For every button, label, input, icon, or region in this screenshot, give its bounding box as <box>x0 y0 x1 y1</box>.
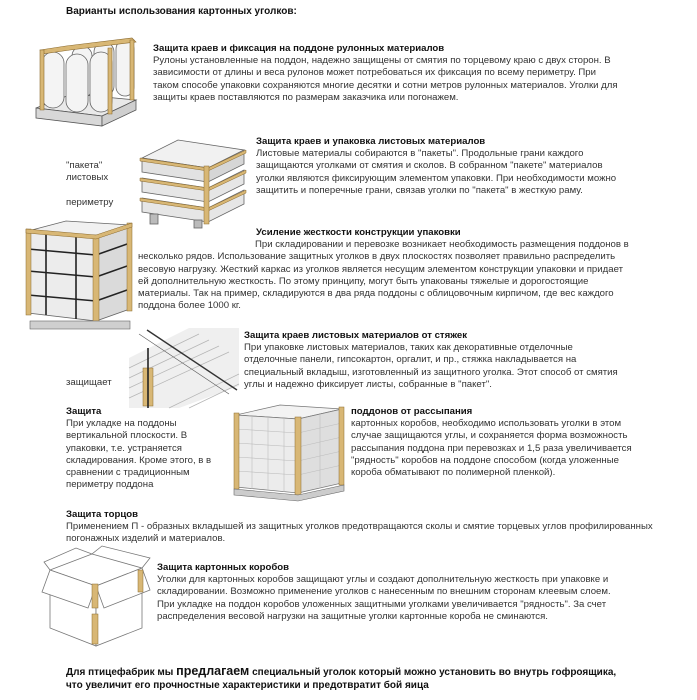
side-word-perimeter: периметру <box>66 197 114 208</box>
footer-emphasis: предлагаем <box>176 664 250 678</box>
section-7-heading: Защита картонных коробов <box>157 562 290 573</box>
section-1-heading: Защита краев и фиксация на поддоне рулонных материалов <box>153 43 445 54</box>
sheet-packs-illustration <box>138 136 250 230</box>
footer-line-1 <box>66 665 616 679</box>
section-3-heading: Усиление жесткости конструкции упаковки <box>256 227 461 238</box>
side-word-sheet: листовых <box>66 172 109 183</box>
page-title: Варианты использования картонных уголков: <box>66 6 297 17</box>
strap-insert-illustration <box>129 328 239 408</box>
boxes-on-pallet-illustration <box>232 405 346 507</box>
section-4-body: При упаковке листовых материалов, таких как декоративные отделочные отделочные панели, гипсокартон, оргалит, и пр., стяжка накладывается на специальный вкладыш, изготовленный из защитного уголка. Этот способ от смятия углы и надежно фиксирует листы, собранные в "пакет". <box>244 342 618 390</box>
section-5-heading-left: Защита <box>66 406 102 417</box>
side-word-pack: "пакета" <box>66 160 103 171</box>
section-6-body: Применением П - образных вкладышей из защитных уголков предотвращаются сколы и смятие торцевых углов профилированных погонажных изделий и материалов. <box>66 521 653 545</box>
pallet-frame-illustration <box>26 221 136 333</box>
section-2-body: Листовые материалы собираются в "пакеты". Продольные грани каждого защищаются уголками от смятия и сколов. В собранном "пакете" материалов уголки являются фиксирующим элементом упаковки. При необходимости можно защитить и поперечные грани, связав уголки по "пакета" в жесткую раму. <box>256 148 617 196</box>
footer-line-2: что увеличит его прочностные характеристики и предотвратит бой яица <box>66 680 429 691</box>
side-word-protects: защищает <box>66 377 112 388</box>
section-3-body: При складировании и перевозке возникает необходимость размещения поддонов в несколько рядов. Использование защитных уголков в двух плоскостях позволяет правильно распределить весовую нагрузку. Жесткий каркас из уголков является несущим элементом конструкции упаковки и придает ей дополнительную жесткость. По этому принципу, могут быть упакованы тяжелые и дорогостоящие материалы. Так на пример, складируются в два ряда поддоны с облицовочным кирпичом, где вес каждого поддона более 1000 кг. <box>138 239 629 312</box>
section-4-heading: Защита краев листовых материалов от стяжек <box>244 330 468 341</box>
section-6-heading: Защита торцов <box>66 509 138 520</box>
cardboard-box-illustration <box>46 550 152 650</box>
rolls-on-pallet-illustration <box>32 38 140 130</box>
section-5-heading-right: поддонов от рассыпания <box>351 406 473 417</box>
section-1-body: Рулоны установленные на поддон, надежно защищены от смятия по торцевому краю с двух сторон. В зависимости от длины и веса рулонов может потребоваться их фиксация по всему периметру. При таком способе упаковки сохраняются многие десятки и сотни метров рулонных материалов. Уголки для защиты краев поставляются по размерам заказчика или погонажем. <box>153 55 618 103</box>
section-7-body: Уголки для картонных коробов защищают углы и создают дополнительную жесткость при упаковке и складировании. Возможно применение уголков с нанесенным по внешним сторонам клеевым слоем. При укладке на поддон коробов уложенных защитными уголками увеличивается "рядность". За счет распределения весовой нагрузки на защитные уголки картонные короба не сминаются. <box>157 574 611 622</box>
section-2-heading: Защита краев и упаковка листовых материалов <box>256 136 486 147</box>
section-5-body-left: При укладке на поддоны вертикальной плоскости. В упаковки, т.е. устраняется складирования. Кроме этого, в в сравнении с традиционным периметру поддона <box>66 418 212 491</box>
footer-text-end: специальный уголок который можно установить во внутрь гофроящика, <box>249 667 617 678</box>
footer-text-start: Для птицефабрик мы <box>66 667 177 678</box>
section-5-body-right: картонных коробов, необходимо использовать уголки в этом случае защищаются углы, и сохраняется форма возможность рассыпания поддона при перевозках и 1,5 раза увеличивается "рядность" коробов на поддоне способом (когда уложенные короба обматывают по полимерной пленкой). <box>351 418 632 479</box>
